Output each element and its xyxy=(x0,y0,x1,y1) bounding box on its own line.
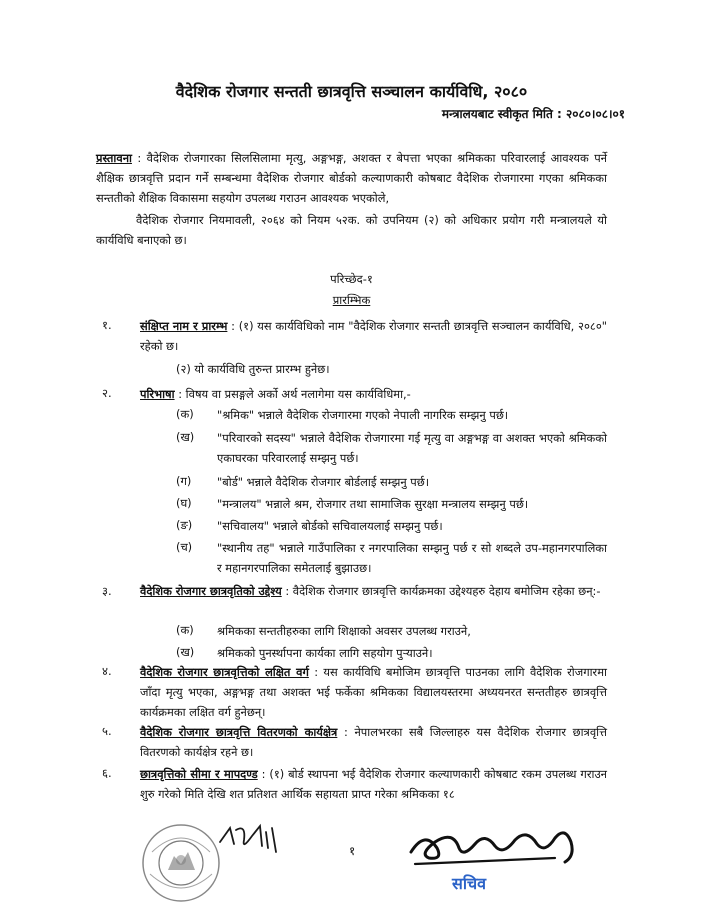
secretary-stamp: सचिव xyxy=(452,874,487,893)
item-text: "परिवारको सदस्य" भन्नाले वैदेशिक रोजगारमा गई मृत्यु वा अङ्गभङ्ग वा अशक्त भएको श्रमिकको एकाघरका परिवारलाई सम्झनु पर्छ। xyxy=(217,431,607,465)
item-letter: (ख) xyxy=(176,645,195,659)
item-text: "श्रमिक" भन्नाले वैदेशिक रोजगारमा गएको नेपाली नागरिक सम्झनु पर्छ। xyxy=(217,408,509,422)
chapter-number: परिच्छेद-१ xyxy=(330,272,373,286)
section-3 xyxy=(140,581,607,601)
section-text: : (१) बोर्ड स्थापना भई वैदेशिक रोजगार कल्याणकारी कोषबाट रकम उपलब्ध गराउन शुरु गरेको मिति देखि शत प्रतिशत आर्थिक सहायता प्राप्त गरेका श्रमिकका १८ xyxy=(140,767,608,801)
section-1 xyxy=(140,316,607,356)
item-letter: (ग) xyxy=(176,474,192,488)
section-1-sub-2: (२) यो कार्यविधि तुरुन्त प्रारम्भ हुनेछ। xyxy=(176,362,330,376)
section-number: ५. xyxy=(102,724,112,738)
item-letter: (ख) xyxy=(176,430,195,444)
section-4 xyxy=(140,662,607,722)
section-heading: वैदेशिक रोजगार छात्रवृत्तिको लक्षित वर्ग xyxy=(140,665,309,679)
item-text: श्रमिकको पुनर्स्थापना कार्यका लागि सहयोग पुऱ्याउने। xyxy=(217,646,433,660)
document-title: वैदेशिक रोजगार सन्तती छात्रवृत्ति सञ्चालन कार्यविधि, २०८० xyxy=(175,82,528,101)
item-letter: (क) xyxy=(176,623,194,637)
section-text: : विषय वा प्रसङ्गले अर्को अर्थ नलागेमा यस कार्यविधिमा,- xyxy=(174,387,411,401)
initials-signature xyxy=(216,822,286,862)
section-heading: संक्षिप्त नाम र प्रारम्भ xyxy=(140,319,228,333)
section-text: : नेपालभरका सबै जिल्लाहरु यस वैदेशिक रोजगार छात्रवृत्ति वितरणको कार्यक्षेत्र रहने छ। xyxy=(140,725,607,759)
section-number: १. xyxy=(102,318,112,332)
page-number: १ xyxy=(349,844,356,858)
item-text: श्रमिकका सन्ततीहरुका लागि शिक्षाको अवसर उपलब्ध गराउने, xyxy=(217,624,471,638)
section-heading: छात्रवृत्तिको सीमा र मापदण्ड xyxy=(140,767,258,781)
item-letter: (च) xyxy=(176,540,193,554)
section-2 xyxy=(140,384,607,404)
item-letter: (क) xyxy=(176,407,194,421)
section-text: : यस कार्यविधि बमोजिम छात्रवृत्ति पाउनका लागि वैदेशिक रोजगारमा जाँदा मृत्यु भएका, अङ्गभङ्ग तथा अशक्त भई फर्केका श्रमिकका विद्यालयस्तरमा अध्ययनरत सन्ततीहरु छात्रवृत्ति कार्यक्रमका लक्षित वर्ग हुनेछन्। xyxy=(140,665,607,719)
preamble-label: प्रस्तावना xyxy=(96,151,132,165)
section-number: २. xyxy=(102,386,112,400)
preamble-text: : वैदेशिक रोजगारका सिलसिलामा मृत्यु, अङ्गभङ्ग, अशक्त र बेपत्ता भएका श्रमिकका परिवारलाई आवश्यक पर्ने शैक्षिक छात्रवृत्ति प्रदान गर्ने सम्बन्धमा वैदेशिक रोजगार बोर्डको कल्याणकारी कोषबाट वैदेशिक रोजगारमा गएका श्रमिकका सन्ततीको शैक्षिक विकासमा सहयोग उपलब्ध गराउन आवश्यक भएकोले, xyxy=(96,151,607,205)
section-number: ३. xyxy=(102,584,112,598)
secretary-signature xyxy=(405,818,585,874)
item-letter: (ङ) xyxy=(176,518,193,532)
section-text: : (१) यस कार्यविधिको नाम "वैदेशिक रोजगार सन्तती छात्रवृत्ति सञ्चालन कार्यविधि, २०८०" रहेको छ। xyxy=(140,319,607,353)
item-text: "बोर्ड" भन्नाले वैदेशिक रोजगार बोर्डलाई सम्झनु पर्छ। xyxy=(217,475,430,489)
official-seal-stamp xyxy=(140,822,222,904)
preamble-paragraph xyxy=(96,148,607,208)
item-text: "स्थानीय तह" भन्नाले गाउँपालिका र नगरपालिका सम्झनु पर्छ र सो शब्दले उप-महानगरपालिका र महानगरपालिका समेतलाई बुझाउछ। xyxy=(217,541,607,575)
section-6 xyxy=(140,764,607,804)
section-heading: वैदेशिक रोजगार छात्रवृतिको उद्देश्य xyxy=(140,584,282,598)
approval-date: मन्त्रालयबाट स्वीकृत मिति : २०८०।०८।०१ xyxy=(441,107,625,121)
section-heading: परिभाषा xyxy=(140,387,175,401)
item-text: "सचिवालय" भन्नाले बोर्डको सचिवालयलाई सम्झनु पर्छ। xyxy=(217,519,443,533)
chapter-name: प्रारम्भिक xyxy=(332,293,371,307)
section-number: ४. xyxy=(102,664,112,678)
section-heading: वैदेशिक रोजगार छात्रवृत्ति वितरणको कार्यक्षेत्र xyxy=(140,725,338,739)
section-5 xyxy=(140,722,607,762)
item-letter: (घ) xyxy=(176,496,192,510)
section-text: : वैदेशिक रोजगार छात्रवृत्ति कार्यक्रमका उद्देश्यहरु देहाय बमोजिम रहेका छन्:- xyxy=(281,584,601,598)
section-number: ६. xyxy=(102,766,112,780)
preamble-paragraph-2: वैदेशिक रोजगार नियमावली, २०६४ को नियम ५२क. को उपनियम (२) को अधिकार प्रयोग गरी मन्त्रालयले यो कार्यविधि बनाएको छ। xyxy=(96,213,607,247)
item-text: "मन्त्रालय" भन्नाले श्रम, रोजगार तथा सामाजिक सुरक्षा मन्त्रालय सम्झनु पर्छ। xyxy=(217,497,529,511)
